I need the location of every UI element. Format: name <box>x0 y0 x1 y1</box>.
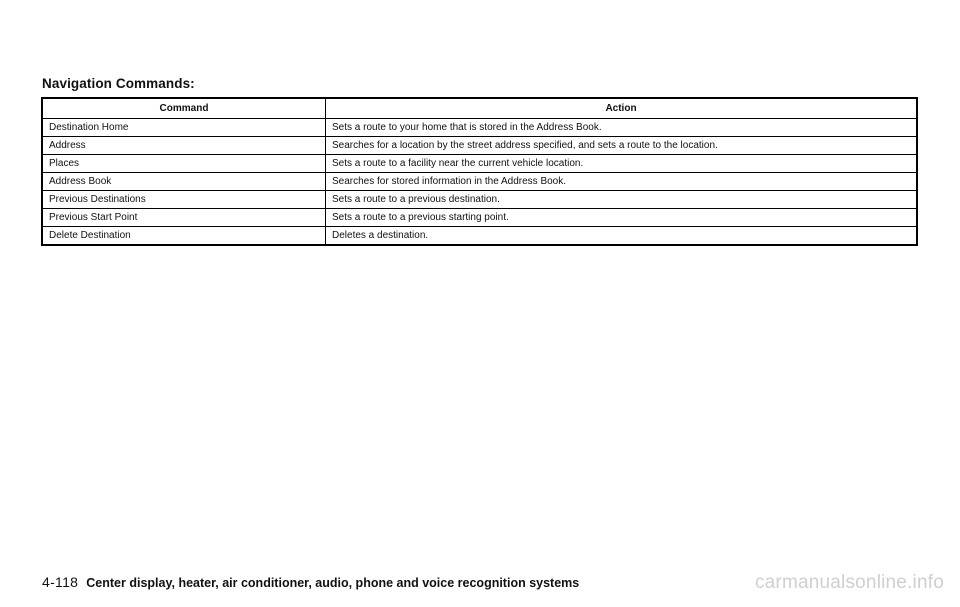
page-number: 4-118 <box>42 574 79 590</box>
navigation-commands-table <box>41 97 918 246</box>
table-row <box>42 173 917 191</box>
action-cell: Sets a route to a previous starting point. <box>326 209 918 227</box>
action-cell: Sets a route to a facility near the current vehicle location. <box>326 155 918 173</box>
table-row <box>42 227 917 246</box>
page-footer <box>42 574 579 590</box>
command-cell: Destination Home <box>42 119 326 137</box>
action-cell: Sets a route to your home that is stored in the Address Book. <box>326 119 918 137</box>
table-row <box>42 137 917 155</box>
column-header-action: Action <box>326 98 918 119</box>
action-cell: Sets a route to a previous destination. <box>326 191 918 209</box>
table-row <box>42 209 917 227</box>
watermark: carmanualsonline.info <box>754 572 944 593</box>
column-header-command: Command <box>42 98 326 119</box>
command-cell: Address <box>42 137 326 155</box>
action-cell: Deletes a destination. <box>326 227 918 246</box>
table-row <box>42 155 917 173</box>
table-row <box>42 191 917 209</box>
section-title: Navigation Commands: <box>42 76 195 91</box>
action-cell: Searches for a location by the street address specified, and sets a route to the location. <box>326 137 918 155</box>
command-cell: Address Book <box>42 173 326 191</box>
table-row <box>42 119 917 137</box>
table-header-row <box>42 98 917 119</box>
command-cell: Previous Start Point <box>42 209 326 227</box>
command-cell: Delete Destination <box>42 227 326 246</box>
command-cell: Previous Destinations <box>42 191 326 209</box>
action-cell: Searches for stored information in the Address Book. <box>326 173 918 191</box>
chapter-title: Center display, heater, air conditioner, audio, phone and voice recognition systems <box>86 576 580 590</box>
command-cell: Places <box>42 155 326 173</box>
